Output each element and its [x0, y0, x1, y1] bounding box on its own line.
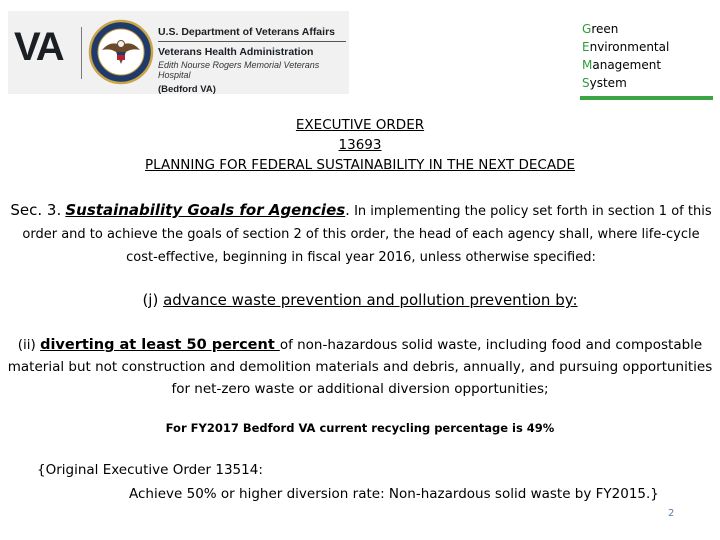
title-line-3: PLANNING FOR FEDERAL SUSTAINABILITY IN THE NEXT DECADE — [145, 157, 575, 173]
original-executive-order — [37, 458, 697, 506]
section-3-paragraph: Sec. 3. Sustainability Goals for Agencies. In implementing the policy set forth in section 1 of this order and to achieve the goals of section 2 of this order, the head of each agency shall, where life-cycle cost-effective, beginning in fiscal year 2016, unless otherwise specified: — [10, 201, 712, 265]
va-wordmark: VA — [14, 25, 63, 69]
subsection-ii — [6, 334, 714, 400]
va-seal-icon — [88, 14, 154, 90]
gems-line-green: Green — [582, 22, 619, 36]
subsection-ii-body: of non-hazardous solid waste, including food and compostable material but not construction and demolition materials and debris, annually, and pursuing opportunities for net-zero waste or additional diversion opportunities; — [7, 337, 713, 397]
gems-line-environmental: Environmental — [582, 40, 670, 54]
gems-accent-bar — [580, 96, 713, 100]
section-body: In implementing the policy set forth in section 1 of this order and to achieve the goals of section 2 of this order, the head of each agency shall, where life-cycle cost-effective, beginning in fiscal year 2016, unless otherwise specified: — [22, 204, 712, 265]
hospital-name: Edith Nourse Rogers Memorial Veterans Hospital — [158, 60, 320, 80]
gems-acronym — [582, 20, 669, 92]
va-logo-banner — [8, 11, 349, 94]
page-number: 2 — [668, 508, 675, 519]
subsection-j-text: advance waste prevention and pollution prevention by: — [163, 291, 578, 309]
logo-divider — [81, 27, 82, 79]
hospital-location: (Bedford VA) — [158, 84, 216, 95]
title-line-2: 13693 — [338, 137, 382, 153]
administration-name: Veterans Health Administration — [158, 46, 314, 58]
subsection-ii-prefix: (ii) — [17, 337, 41, 353]
subsection-j-prefix: (j) — [142, 291, 164, 309]
subsection-ii-emphasis: diverting at least 50 percent — [40, 337, 280, 353]
gems-line-management: Management — [582, 58, 662, 72]
fy2017-recycling-note: For FY2017 Bedford VA current recycling percentage is 49% — [165, 421, 555, 435]
original-order-line-2: Achieve 50% or higher diversion rate: Non-hazardous solid waste by FY2015.} — [129, 486, 659, 502]
organization-lines — [158, 26, 346, 95]
gems-line-system: System — [582, 76, 627, 90]
title-line-1: EXECUTIVE ORDER — [295, 117, 425, 133]
section-label: Sec. 3. — [10, 201, 62, 219]
section-heading: Sustainability Goals for Agencies — [65, 201, 346, 219]
subsection-j — [0, 289, 720, 311]
executive-order-title — [0, 115, 720, 175]
department-name: U.S. Department of Veterans Affairs — [158, 26, 346, 42]
original-order-line-1: {Original Executive Order 13514: — [37, 462, 263, 478]
